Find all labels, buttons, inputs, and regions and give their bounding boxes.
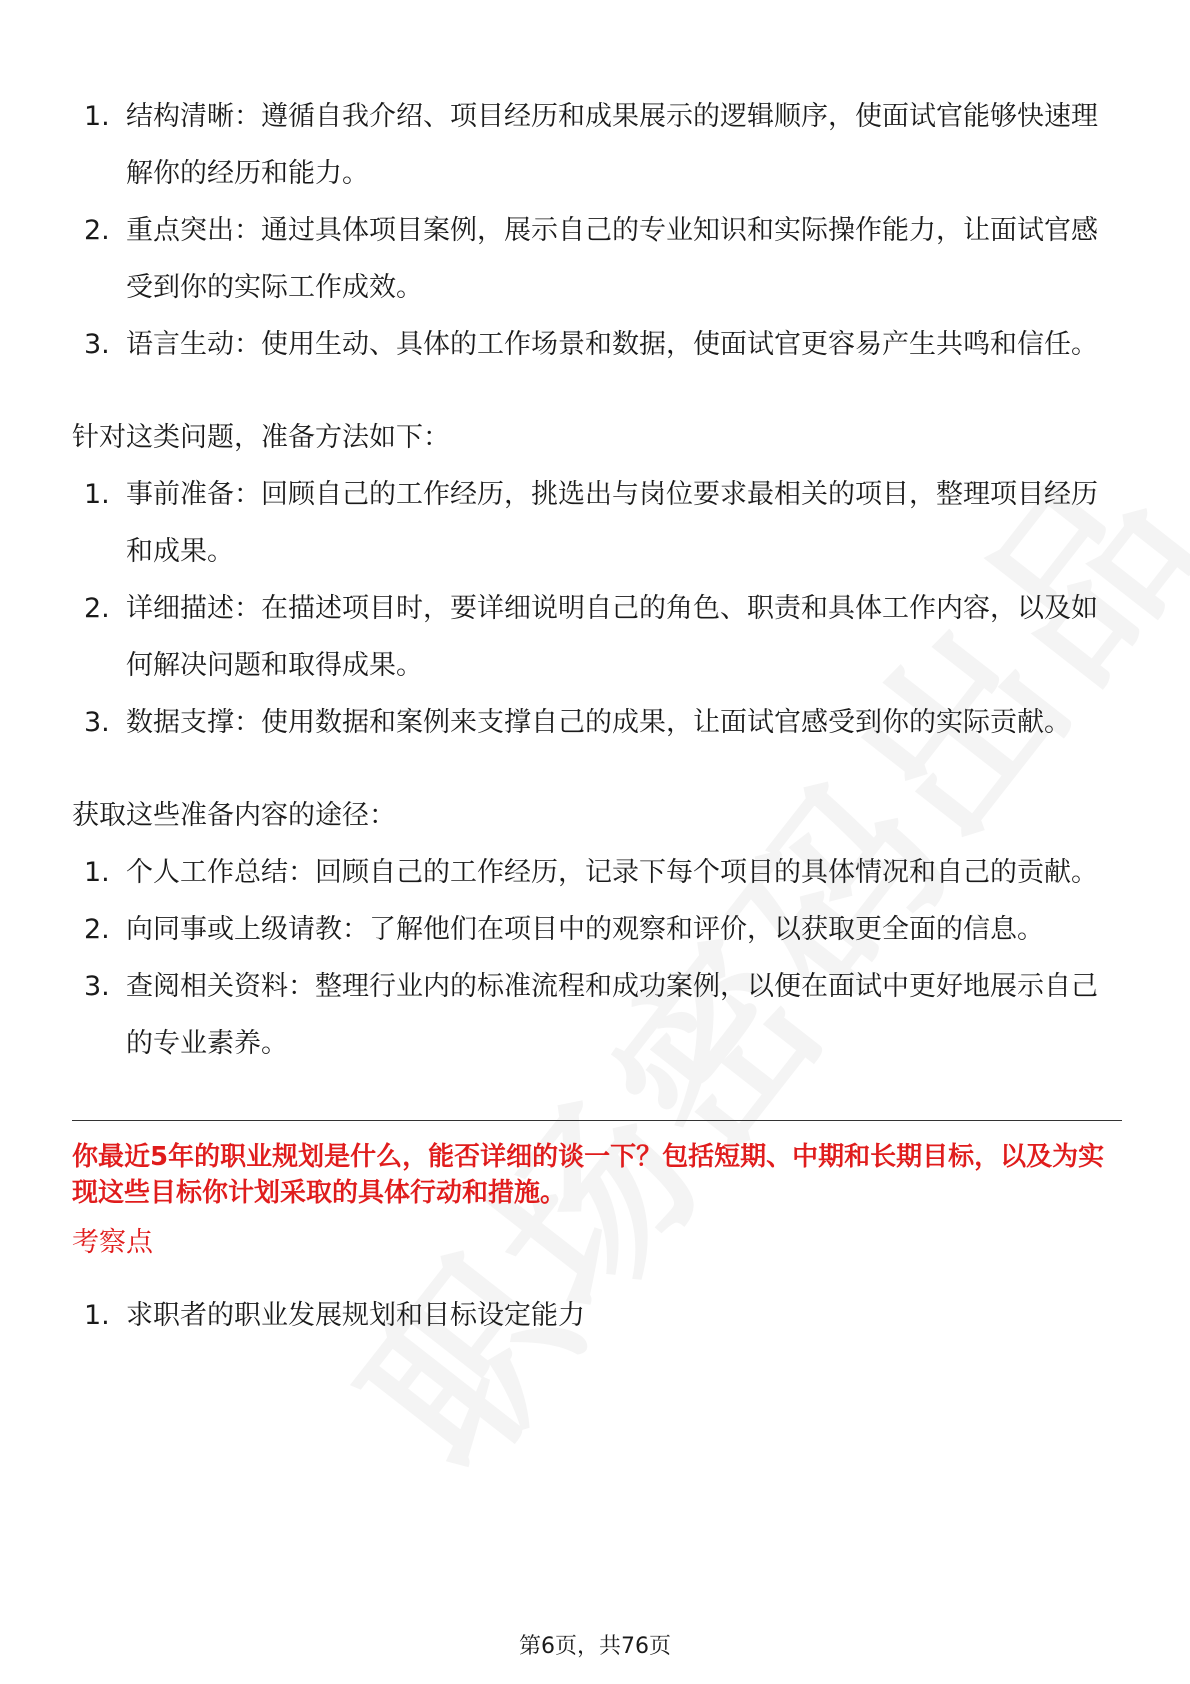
list-text: 结构清晰：遵循自我介绍、项目经历和成果展示的逻辑顺序，使面试官能够快速理解你的经历和能力。	[126, 101, 1098, 189]
list-number: 1.	[84, 479, 110, 510]
list-item	[72, 88, 1122, 202]
list-number: 3.	[84, 707, 110, 738]
document-body	[72, 88, 1122, 1344]
list-text: 详细描述：在描述项目时，要详细说明自己的角色、职责和具体工作内容，以及如何解决问题和取得成果。	[126, 593, 1098, 681]
list-item	[72, 694, 1122, 751]
list-text: 向同事或上级请教：了解他们在项目中的观察和评价，以获取更全面的信息。	[126, 914, 1044, 945]
list-number: 1.	[84, 857, 110, 888]
list-item	[72, 958, 1122, 1072]
list-text: 事前准备：回顾自己的工作经历，挑选出与岗位要求最相关的项目，整理项目经历和成果。	[126, 479, 1098, 567]
list-text: 语言生动：使用生动、具体的工作场景和数据，使面试官更容易产生共鸣和信任。	[126, 329, 1098, 360]
list-number: 1.	[84, 1300, 110, 1331]
section-subheading: 考察点	[72, 1227, 153, 1258]
list-number: 3.	[84, 971, 110, 1002]
list-item	[72, 316, 1122, 373]
list-number: 2.	[84, 215, 110, 246]
interview-question: 你最近5年的职业规划是什么，能否详细的谈一下？包括短期、中期和长期目标，以及为实现这些目标你计划采取的具体行动和措施。	[72, 1142, 1105, 1208]
list-text: 重点突出：通过具体项目案例，展示自己的专业知识和实际操作能力，让面试官感受到你的实际工作成效。	[126, 215, 1098, 303]
list-item	[72, 580, 1122, 694]
list-number: 1.	[84, 101, 110, 132]
page-footer: 第6页，共76页	[519, 1634, 671, 1659]
list-text: 个人工作总结：回顾自己的工作经历，记录下每个项目的具体情况和自己的贡献。	[126, 857, 1098, 888]
list-text: 查阅相关资料：整理行业内的标准流程和成功案例，以便在面试中更好地展示自己的专业素养。	[126, 971, 1098, 1059]
list-assessment-points	[72, 1287, 1122, 1344]
list-item	[72, 202, 1122, 316]
list-number: 2.	[84, 593, 110, 624]
paragraph-preparation-intro: 针对这类问题，准备方法如下：	[72, 422, 450, 453]
list-number: 2.	[84, 914, 110, 945]
list-item	[72, 466, 1122, 580]
list-evaluation-criteria	[72, 88, 1122, 373]
section-divider	[72, 1120, 1122, 1121]
list-text: 数据支撑：使用数据和案例来支撑自己的成果，让面试官感受到你的实际贡献。	[126, 707, 1071, 738]
list-item	[72, 1287, 1122, 1344]
list-content-sources	[72, 844, 1122, 1072]
list-item	[72, 901, 1122, 958]
paragraph-sources-intro: 获取这些准备内容的途径：	[72, 800, 396, 831]
list-item	[72, 844, 1122, 901]
list-preparation-methods	[72, 466, 1122, 751]
list-text: 求职者的职业发展规划和目标设定能力	[126, 1300, 585, 1331]
list-number: 3.	[84, 329, 110, 360]
